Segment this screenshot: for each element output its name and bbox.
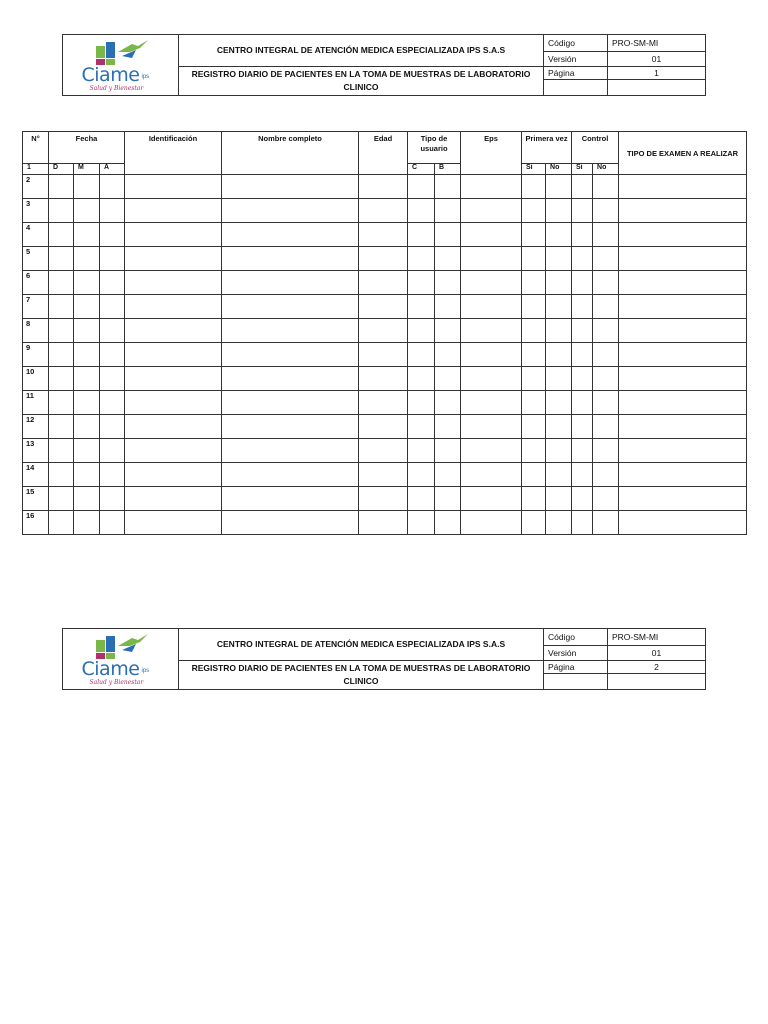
logo-tagline: Salud y Bienestar: [89, 679, 144, 686]
form-cell[interactable]: [49, 247, 74, 271]
form-cell[interactable]: [546, 463, 572, 487]
form-cell[interactable]: [572, 487, 593, 511]
form-cell[interactable]: [619, 223, 747, 247]
form-cell[interactable]: [125, 439, 222, 463]
form-cell[interactable]: [100, 439, 125, 463]
version-value: 01: [608, 51, 706, 66]
col-header-nombre: Nombre completo: [222, 132, 359, 175]
form-cell[interactable]: [408, 271, 435, 295]
table-row: [23, 487, 747, 511]
form-cell[interactable]: [222, 175, 359, 199]
form-cell[interactable]: [522, 247, 546, 271]
form-cell[interactable]: [74, 343, 100, 367]
form-cell[interactable]: [222, 223, 359, 247]
form-cell[interactable]: [461, 271, 522, 295]
form-cell[interactable]: [572, 247, 593, 271]
form-cell[interactable]: [461, 415, 522, 439]
form-cell[interactable]: [593, 271, 619, 295]
table-body: [23, 175, 747, 535]
form-cell[interactable]: [222, 319, 359, 343]
form-cell[interactable]: [125, 415, 222, 439]
form-cell[interactable]: [359, 199, 408, 223]
form-cell[interactable]: [572, 511, 593, 535]
form-cell[interactable]: [435, 223, 461, 247]
form-cell[interactable]: [359, 343, 408, 367]
row-number: 16: [23, 511, 49, 535]
form-cell[interactable]: [546, 343, 572, 367]
form-cell[interactable]: [100, 319, 125, 343]
subheader-control-no: No: [593, 164, 619, 175]
form-cell[interactable]: [222, 247, 359, 271]
form-cell[interactable]: [49, 271, 74, 295]
form-cell[interactable]: [522, 439, 546, 463]
form-cell[interactable]: [593, 175, 619, 199]
table-row: [23, 247, 747, 271]
form-cell[interactable]: [408, 487, 435, 511]
form-cell[interactable]: [359, 295, 408, 319]
form-cell[interactable]: [74, 511, 100, 535]
form-cell[interactable]: [572, 463, 593, 487]
form-cell[interactable]: [100, 199, 125, 223]
form-cell[interactable]: [74, 415, 100, 439]
form-cell[interactable]: [522, 463, 546, 487]
subheader-primera-no: No: [546, 164, 572, 175]
form-cell[interactable]: [222, 343, 359, 367]
version-label: Versión: [544, 645, 608, 660]
form-cell[interactable]: [49, 319, 74, 343]
form-title: REGISTRO DIARIO DE PACIENTES EN LA TOMA DE MUESTRAS DE LABORATORIO CLINICO: [179, 66, 544, 95]
form-cell[interactable]: [125, 175, 222, 199]
col-header-fecha: Fecha: [49, 132, 125, 164]
col-header-identificacion: Identificación: [125, 132, 222, 175]
form-cell[interactable]: [100, 391, 125, 415]
form-cell[interactable]: [100, 463, 125, 487]
form-cell[interactable]: [125, 295, 222, 319]
form-cell[interactable]: [100, 223, 125, 247]
form-cell[interactable]: [522, 415, 546, 439]
form-cell[interactable]: [572, 223, 593, 247]
form-cell[interactable]: [546, 511, 572, 535]
row-number: 5: [23, 247, 49, 271]
version-value: 01: [608, 645, 706, 660]
form-cell[interactable]: [408, 247, 435, 271]
subheader-dia: D: [49, 164, 74, 175]
institution-name: CENTRO INTEGRAL DE ATENCIÓN MEDICA ESPECIALIZADA IPS S.A.S: [179, 35, 544, 67]
form-cell[interactable]: [619, 247, 747, 271]
form-cell[interactable]: [125, 247, 222, 271]
subheader-b: B: [435, 164, 461, 175]
form-cell[interactable]: [546, 271, 572, 295]
row-number: 6: [23, 271, 49, 295]
form-cell[interactable]: [522, 343, 546, 367]
table-row: [23, 511, 747, 535]
empty-cell: [544, 674, 608, 690]
form-cell[interactable]: [100, 271, 125, 295]
form-cell[interactable]: [49, 463, 74, 487]
subheader-control-si: Si: [572, 164, 593, 175]
form-cell[interactable]: [619, 271, 747, 295]
form-cell[interactable]: [222, 391, 359, 415]
form-cell[interactable]: [222, 439, 359, 463]
table-row: [23, 223, 747, 247]
table-header-row: [23, 132, 747, 164]
form-cell[interactable]: [49, 223, 74, 247]
form-cell[interactable]: [572, 319, 593, 343]
table-row: [23, 391, 747, 415]
form-cell[interactable]: [546, 391, 572, 415]
pagina-label: Página: [544, 660, 608, 674]
form-cell[interactable]: [359, 415, 408, 439]
form-cell[interactable]: [359, 319, 408, 343]
form-cell[interactable]: [546, 247, 572, 271]
form-cell[interactable]: [359, 391, 408, 415]
table-row: [23, 439, 747, 463]
form-cell[interactable]: [435, 319, 461, 343]
form-cell[interactable]: [572, 367, 593, 391]
form-cell[interactable]: [435, 343, 461, 367]
row-number: 1: [23, 164, 49, 175]
form-cell[interactable]: [222, 199, 359, 223]
form-cell[interactable]: [522, 271, 546, 295]
col-header-no: N°: [23, 132, 49, 164]
row-number: 8: [23, 319, 49, 343]
form-cell[interactable]: [461, 319, 522, 343]
logo-wordmark: Ciame: [81, 64, 140, 86]
form-cell[interactable]: [408, 511, 435, 535]
form-cell[interactable]: [125, 487, 222, 511]
form-cell[interactable]: [461, 391, 522, 415]
form-cell[interactable]: [74, 247, 100, 271]
form-cell[interactable]: [100, 487, 125, 511]
table-row: [23, 199, 747, 223]
logo-wordmark: Ciame: [81, 658, 140, 680]
codigo-label: Código: [544, 629, 608, 646]
form-cell[interactable]: [408, 439, 435, 463]
form-cell[interactable]: [572, 271, 593, 295]
form-cell[interactable]: [522, 391, 546, 415]
form-cell[interactable]: [125, 391, 222, 415]
form-cell[interactable]: [74, 223, 100, 247]
codigo-value: PRO-SM-MI: [608, 629, 706, 646]
form-cell[interactable]: [222, 415, 359, 439]
form-cell[interactable]: [522, 367, 546, 391]
codigo-label: Código: [544, 35, 608, 52]
logo-suffix: ips: [141, 668, 150, 674]
form-cell[interactable]: [593, 415, 619, 439]
form-cell[interactable]: [125, 223, 222, 247]
form-cell[interactable]: [572, 415, 593, 439]
form-cell[interactable]: [461, 175, 522, 199]
form-cell[interactable]: [461, 367, 522, 391]
row-number: 14: [23, 463, 49, 487]
form-cell[interactable]: [522, 511, 546, 535]
form-cell[interactable]: [125, 463, 222, 487]
form-cell[interactable]: [593, 391, 619, 415]
form-cell[interactable]: [408, 295, 435, 319]
subheader-primera-si: Si: [522, 164, 546, 175]
form-cell[interactable]: [49, 343, 74, 367]
form-cell[interactable]: [74, 319, 100, 343]
form-cell[interactable]: [408, 343, 435, 367]
form-cell[interactable]: [593, 367, 619, 391]
row-number: 4: [23, 223, 49, 247]
form-cell[interactable]: [572, 391, 593, 415]
patient-register-table: [22, 131, 747, 535]
form-cell[interactable]: [619, 511, 747, 535]
logo: [63, 35, 179, 96]
form-cell[interactable]: [408, 175, 435, 199]
form-cell[interactable]: [222, 295, 359, 319]
col-header-control: Control: [572, 132, 619, 164]
form-cell[interactable]: [222, 463, 359, 487]
form-cell[interactable]: [593, 487, 619, 511]
form-cell[interactable]: [74, 175, 100, 199]
form-cell[interactable]: [546, 199, 572, 223]
table-row: [23, 175, 747, 199]
form-cell[interactable]: [522, 223, 546, 247]
form-cell[interactable]: [408, 319, 435, 343]
table-row: [23, 367, 747, 391]
form-cell[interactable]: [49, 487, 74, 511]
form-cell[interactable]: [49, 295, 74, 319]
subheader-ano: A: [100, 164, 125, 175]
form-cell[interactable]: [619, 415, 747, 439]
form-cell[interactable]: [619, 487, 747, 511]
row-number: 9: [23, 343, 49, 367]
form-cell[interactable]: [408, 199, 435, 223]
form-cell[interactable]: [619, 199, 747, 223]
form-cell[interactable]: [619, 319, 747, 343]
form-cell[interactable]: [74, 463, 100, 487]
form-cell[interactable]: [546, 223, 572, 247]
form-cell[interactable]: [435, 175, 461, 199]
empty-cell: [608, 674, 706, 690]
form-cell[interactable]: [435, 295, 461, 319]
form-cell[interactable]: [461, 487, 522, 511]
table-row: [23, 271, 747, 295]
pagina-value: 1: [608, 66, 706, 80]
institution-name: CENTRO INTEGRAL DE ATENCIÓN MEDICA ESPECIALIZADA IPS S.A.S: [179, 629, 544, 661]
form-cell[interactable]: [49, 439, 74, 463]
form-cell[interactable]: [435, 439, 461, 463]
form-cell[interactable]: [546, 487, 572, 511]
form-cell[interactable]: [222, 367, 359, 391]
table-row: [23, 415, 747, 439]
document-header: [62, 34, 706, 96]
form-cell[interactable]: [593, 463, 619, 487]
row-number: 15: [23, 487, 49, 511]
form-cell[interactable]: [408, 391, 435, 415]
row-number: 11: [23, 391, 49, 415]
form-cell[interactable]: [593, 319, 619, 343]
logo-tagline: Salud y Bienestar: [89, 85, 144, 92]
row-number: 13: [23, 439, 49, 463]
table-row: [23, 319, 747, 343]
col-header-eps: Eps: [461, 132, 522, 175]
form-cell[interactable]: [619, 175, 747, 199]
form-cell[interactable]: [100, 175, 125, 199]
table-row: [23, 343, 747, 367]
form-cell[interactable]: [461, 199, 522, 223]
table-row: [23, 295, 747, 319]
form-cell[interactable]: [522, 199, 546, 223]
form-cell[interactable]: [461, 343, 522, 367]
form-cell[interactable]: [572, 175, 593, 199]
form-cell[interactable]: [222, 487, 359, 511]
row-number: 2: [23, 175, 49, 199]
form-cell[interactable]: [359, 271, 408, 295]
form-cell[interactable]: [435, 511, 461, 535]
col-header-tipo-examen: TIPO DE EXAMEN A REALIZAR: [619, 132, 747, 175]
subheader-mes: M: [74, 164, 100, 175]
form-cell[interactable]: [435, 199, 461, 223]
form-cell[interactable]: [572, 199, 593, 223]
form-cell[interactable]: [125, 511, 222, 535]
form-cell[interactable]: [359, 175, 408, 199]
form-cell[interactable]: [49, 511, 74, 535]
form-cell[interactable]: [435, 391, 461, 415]
form-cell[interactable]: [125, 199, 222, 223]
subheader-c: C: [408, 164, 435, 175]
form-cell[interactable]: [359, 439, 408, 463]
form-cell[interactable]: [593, 295, 619, 319]
form-cell[interactable]: [408, 367, 435, 391]
form-cell[interactable]: [572, 439, 593, 463]
form-cell[interactable]: [74, 295, 100, 319]
form-cell[interactable]: [593, 199, 619, 223]
form-cell[interactable]: [74, 271, 100, 295]
form-cell[interactable]: [125, 319, 222, 343]
form-cell[interactable]: [100, 367, 125, 391]
form-cell[interactable]: [461, 223, 522, 247]
form-cell[interactable]: [593, 223, 619, 247]
form-cell[interactable]: [593, 343, 619, 367]
form-cell[interactable]: [222, 271, 359, 295]
form-cell[interactable]: [435, 487, 461, 511]
form-title: REGISTRO DIARIO DE PACIENTES EN LA TOMA DE MUESTRAS DE LABORATORIO CLINICO: [179, 660, 544, 689]
form-cell[interactable]: [74, 199, 100, 223]
form-cell[interactable]: [546, 295, 572, 319]
form-cell[interactable]: [74, 367, 100, 391]
form-cell[interactable]: [435, 415, 461, 439]
form-cell[interactable]: [359, 247, 408, 271]
pagina-label: Página: [544, 66, 608, 80]
form-cell[interactable]: [125, 367, 222, 391]
form-cell[interactable]: [408, 415, 435, 439]
form-cell[interactable]: [619, 295, 747, 319]
form-cell[interactable]: [593, 511, 619, 535]
form-cell[interactable]: [572, 343, 593, 367]
form-cell[interactable]: [619, 367, 747, 391]
codigo-value: PRO-SM-MI: [608, 35, 706, 52]
form-cell[interactable]: [74, 391, 100, 415]
row-number: 10: [23, 367, 49, 391]
form-cell[interactable]: [546, 415, 572, 439]
table-row: [23, 463, 747, 487]
form-cell[interactable]: [435, 463, 461, 487]
form-cell[interactable]: [49, 199, 74, 223]
row-number: 7: [23, 295, 49, 319]
form-cell[interactable]: [546, 319, 572, 343]
form-cell[interactable]: [100, 511, 125, 535]
form-cell[interactable]: [522, 175, 546, 199]
form-cell[interactable]: [593, 439, 619, 463]
form-cell[interactable]: [461, 511, 522, 535]
form-cell[interactable]: [461, 463, 522, 487]
form-cell[interactable]: [546, 439, 572, 463]
form-cell[interactable]: [359, 487, 408, 511]
col-header-edad: Edad: [359, 132, 408, 175]
form-cell[interactable]: [572, 295, 593, 319]
form-cell[interactable]: [49, 415, 74, 439]
form-cell[interactable]: [435, 247, 461, 271]
form-cell[interactable]: [125, 343, 222, 367]
form-cell[interactable]: [461, 295, 522, 319]
form-cell[interactable]: [100, 415, 125, 439]
col-header-tipo-usuario: Tipo de usuario: [408, 132, 461, 164]
row-number: 12: [23, 415, 49, 439]
form-cell[interactable]: [522, 295, 546, 319]
empty-cell: [608, 80, 706, 96]
form-cell[interactable]: [359, 223, 408, 247]
document-header-page-2: [62, 628, 706, 690]
form-cell[interactable]: [619, 439, 747, 463]
form-cell[interactable]: [522, 487, 546, 511]
form-cell[interactable]: [359, 463, 408, 487]
form-cell[interactable]: [461, 439, 522, 463]
form-cell[interactable]: [100, 295, 125, 319]
col-header-primera-vez: Primera vez: [522, 132, 572, 164]
empty-cell: [544, 80, 608, 96]
form-cell[interactable]: [546, 175, 572, 199]
form-cell[interactable]: [49, 391, 74, 415]
form-cell[interactable]: [49, 175, 74, 199]
form-cell[interactable]: [435, 367, 461, 391]
form-cell[interactable]: [461, 247, 522, 271]
form-cell[interactable]: [522, 319, 546, 343]
form-cell[interactable]: [222, 511, 359, 535]
form-cell[interactable]: [359, 511, 408, 535]
form-cell[interactable]: [619, 391, 747, 415]
form-cell[interactable]: [100, 343, 125, 367]
form-cell[interactable]: [359, 367, 408, 391]
logo: [63, 629, 179, 690]
form-cell[interactable]: [408, 223, 435, 247]
form-cell[interactable]: [100, 247, 125, 271]
form-cell[interactable]: [435, 271, 461, 295]
form-cell[interactable]: [49, 367, 74, 391]
form-cell[interactable]: [74, 439, 100, 463]
form-cell[interactable]: [619, 343, 747, 367]
form-cell[interactable]: [408, 463, 435, 487]
form-cell[interactable]: [74, 487, 100, 511]
form-cell[interactable]: [619, 463, 747, 487]
form-cell[interactable]: [125, 271, 222, 295]
pagina-value: 2: [608, 660, 706, 674]
form-cell[interactable]: [593, 247, 619, 271]
row-number: 3: [23, 199, 49, 223]
version-label: Versión: [544, 51, 608, 66]
form-cell[interactable]: [546, 367, 572, 391]
logo-suffix: ips: [141, 74, 150, 80]
